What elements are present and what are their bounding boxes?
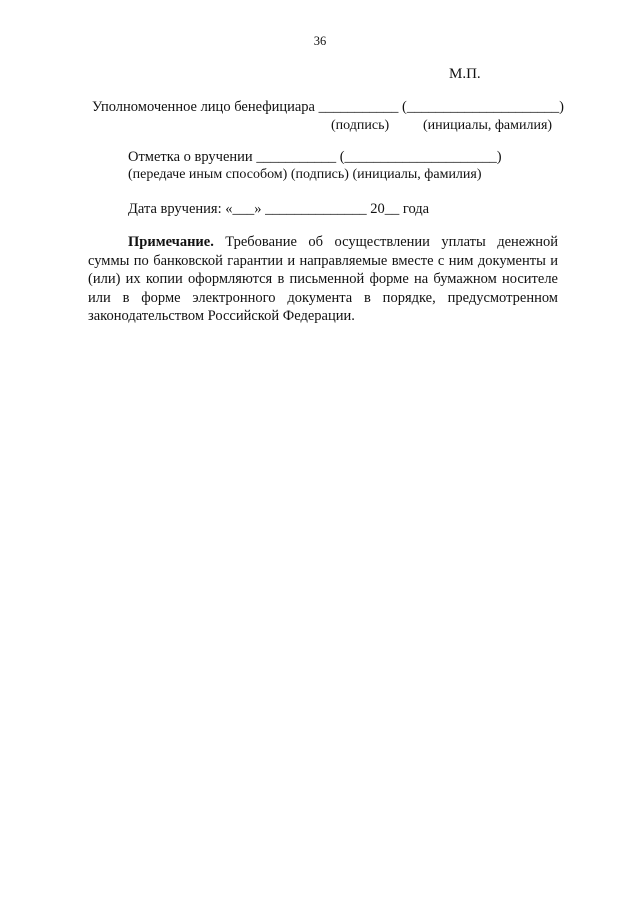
note-heading: Примечание. [128,234,214,250]
beneficiary-signature-line: ___________ [318,99,399,115]
delivery-date-year-suffix: года [402,201,430,217]
beneficiary-signature-row [92,98,564,116]
delivery-mark-label: Отметка о вручении [128,149,253,165]
delivery-mark-row [128,148,502,166]
beneficiary-caption-signature: (подпись) [331,118,390,133]
delivery-date-row [128,200,429,218]
delivery-date-year: 20__ [370,201,400,217]
stamp-mark: М.П. [449,66,481,82]
page-number: 36 [313,34,327,48]
note-paragraph [88,233,558,326]
delivery-date-day: «___» [225,201,262,217]
delivery-mark-caption: (передаче иным способом) (подпись) (инициалы, фамилия) [128,167,482,182]
note-text: Требование об осуществлении уплаты денежной суммы по банковской гарантии и направляемые вместе с ним документы и (или) их копии оформляются в письменной форме на бумажном носителе или в форме электронного документа в порядке, предусмотренном законодательством Российской Федерации. [88,234,558,325]
delivery-date-month-line: ______________ [265,201,367,217]
delivery-date-label: Дата вручения: [128,201,222,217]
beneficiary-label: Уполномоченное лицо бенефициара [92,99,315,115]
delivery-mark-signature-line: ___________ [256,149,337,165]
beneficiary-initials-line: (_____________________) [402,99,564,115]
delivery-mark-initials-line: (_____________________) [339,149,502,165]
beneficiary-caption-initials: (инициалы, фамилия) [423,118,553,133]
